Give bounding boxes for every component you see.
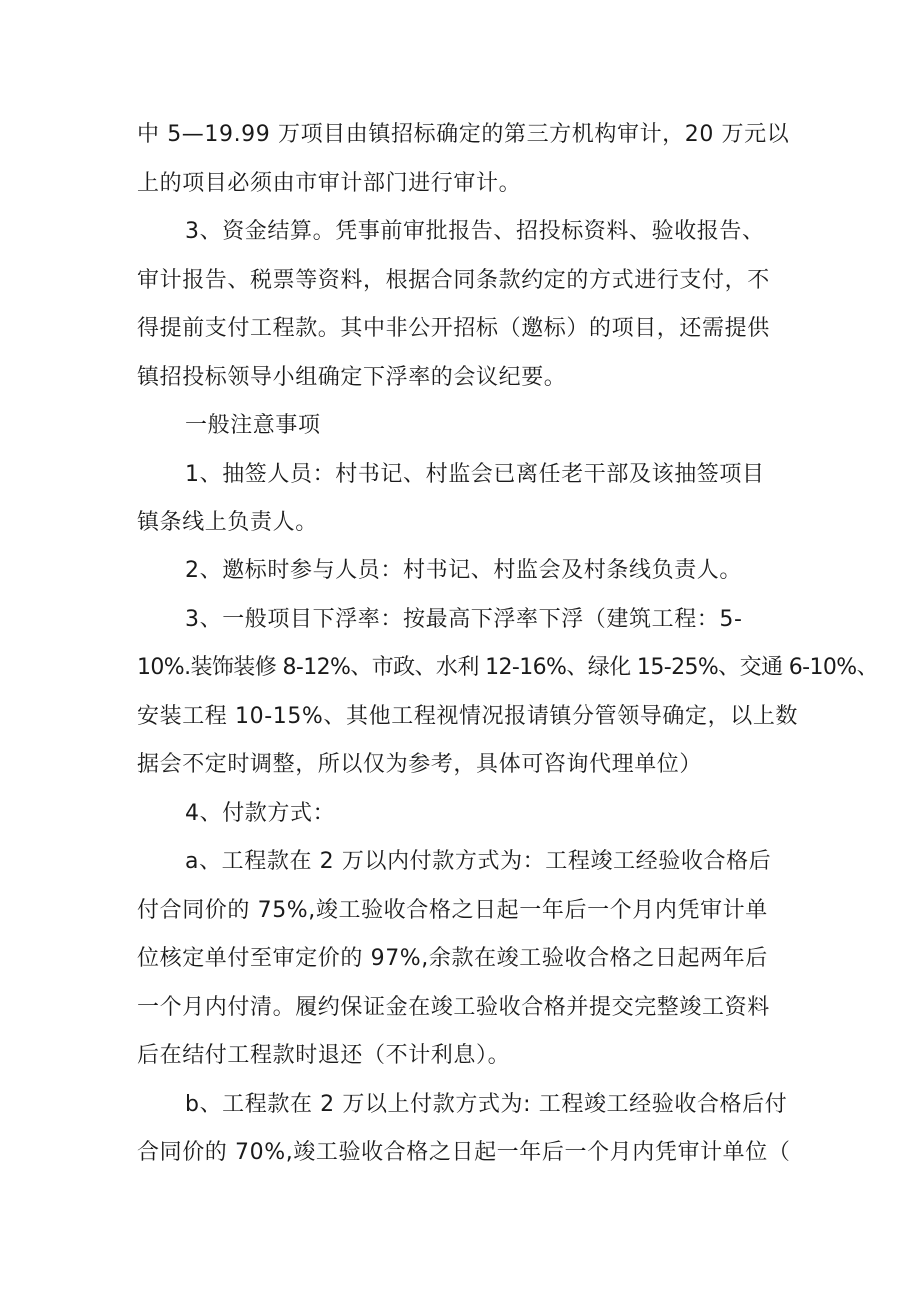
text-line: 3、一般项目下浮率：按最高下浮率下浮（建筑工程：5- (185, 607, 743, 632)
text-line: 据会不定时调整，所以仅为参考，具体可咨询代理单位） (137, 752, 703, 777)
text-line: 中 5—19.99 万项目由镇招标确定的第三方机构审计，20 万元以 (137, 122, 790, 147)
text-line: 付合同价的 75%,竣工验收合格之日起一年后一个月内凭审计单 (137, 898, 768, 923)
text-line: 2、邀标时参与人员：村书记、村监会及村条线负责人。 (185, 558, 742, 583)
text-line: 一个月内付清。履约保证金在竣工验收合格并提交完整竣工资料 (137, 995, 770, 1020)
text-line: 10%.装饰装修 8-12%、市政、水利 12-16%、绿化 15-25%、交通 6-10%、 (137, 655, 878, 680)
text-line: 镇条线上负责人。 (137, 510, 318, 535)
text-line: 合同价的 70%,竣工验收合格之日起一年后一个月内凭审计单位（ (137, 1140, 791, 1165)
section-heading: 一般注意事项 (185, 413, 321, 438)
text-line: 4、付款方式： (185, 801, 336, 826)
text-line: 上的项目必须由市审计部门进行审计。 (137, 171, 522, 196)
text-line: b、工程款在 2 万以上付款方式为: 工程竣工经验收合格后付 (185, 1092, 788, 1117)
text-line: a、工程款在 2 万以内付款方式为：工程竣工经验收合格后 (185, 849, 772, 874)
text-line: 审计报告、税票等资料，根据合同条款约定的方式进行支付，不 (137, 268, 770, 293)
text-line: 后在结付工程款时退还（不计利息）。 (137, 1043, 511, 1068)
text-line: 位核定单付至审定价的 97%,余款在竣工验收合格之日起两年后 (137, 946, 768, 971)
text-line: 得提前支付工程款。其中非公开招标（邀标）的项目，还需提供 (137, 316, 770, 341)
text-line: 1、抽签人员：村书记、村监会已离任老干部及该抽签项目 (185, 462, 765, 487)
text-line: 镇招投标领导小组确定下浮率的会议纪要。 (137, 365, 567, 390)
text-line: 3、资金结算。凭事前审批报告、招投标资料、验收报告、 (185, 219, 765, 244)
text-line: 安装工程 10-15%、其他工程视情况报请镇分管领导确定，以上数 (137, 704, 799, 729)
